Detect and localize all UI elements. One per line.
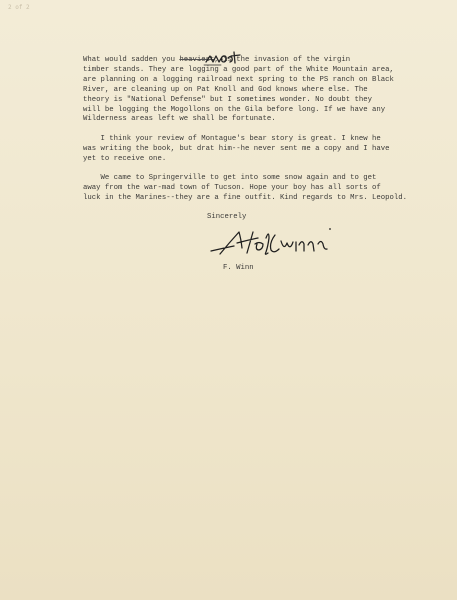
- line-segment: What would sadden you: [83, 56, 180, 64]
- letter-line: I think your review of Montague's bear story is great. I knew he: [83, 135, 381, 143]
- letter-line: are planning on a logging railroad next spring to the PS ranch on Black: [83, 75, 394, 84]
- typed-signer-name: F. Winn: [223, 264, 254, 272]
- letter-line: [83, 56, 443, 66]
- letter-line: was writing the book, but drat him--he never sent me a copy and I have: [83, 144, 390, 153]
- letter-line: theory is "National Defense" but I sometimes wonder. No doubt they: [83, 95, 373, 104]
- paragraph-review: [83, 135, 443, 165]
- letter-line: will be logging the Mogollons on the Gila before long. If we have any: [83, 105, 386, 114]
- letter-line: yet to receive one.: [83, 154, 167, 163]
- letter-line: away from the war-mad town of Tucson. Hope your boy has all sorts of: [83, 183, 381, 192]
- valediction: Sincerely: [207, 213, 247, 221]
- paragraph-logging: [83, 56, 443, 125]
- handwritten-signature: [208, 226, 353, 262]
- struck-word: heaviest: [179, 56, 215, 64]
- letter-line: Wilderness areas left we shall be fortunate.: [83, 115, 276, 124]
- letter-line: luck in the Marines--they are a fine outfit. Kind regards to Mrs. Leopold.: [83, 193, 408, 202]
- letter-line: timber stands. They are logging a good part of the White Mountain area,: [83, 65, 394, 74]
- line-segment: , is the invasion of the virgin: [214, 56, 351, 64]
- letter-line: River, are cleaning up on Pat Knoll and God knows where else. The: [83, 85, 368, 94]
- handwritten-insertion-most: [203, 49, 247, 69]
- page-number: 2 of 2: [8, 4, 30, 11]
- paragraph-springerville: [83, 174, 443, 204]
- letter-line: We came to Springerville to get into some snow again and to get: [83, 174, 377, 182]
